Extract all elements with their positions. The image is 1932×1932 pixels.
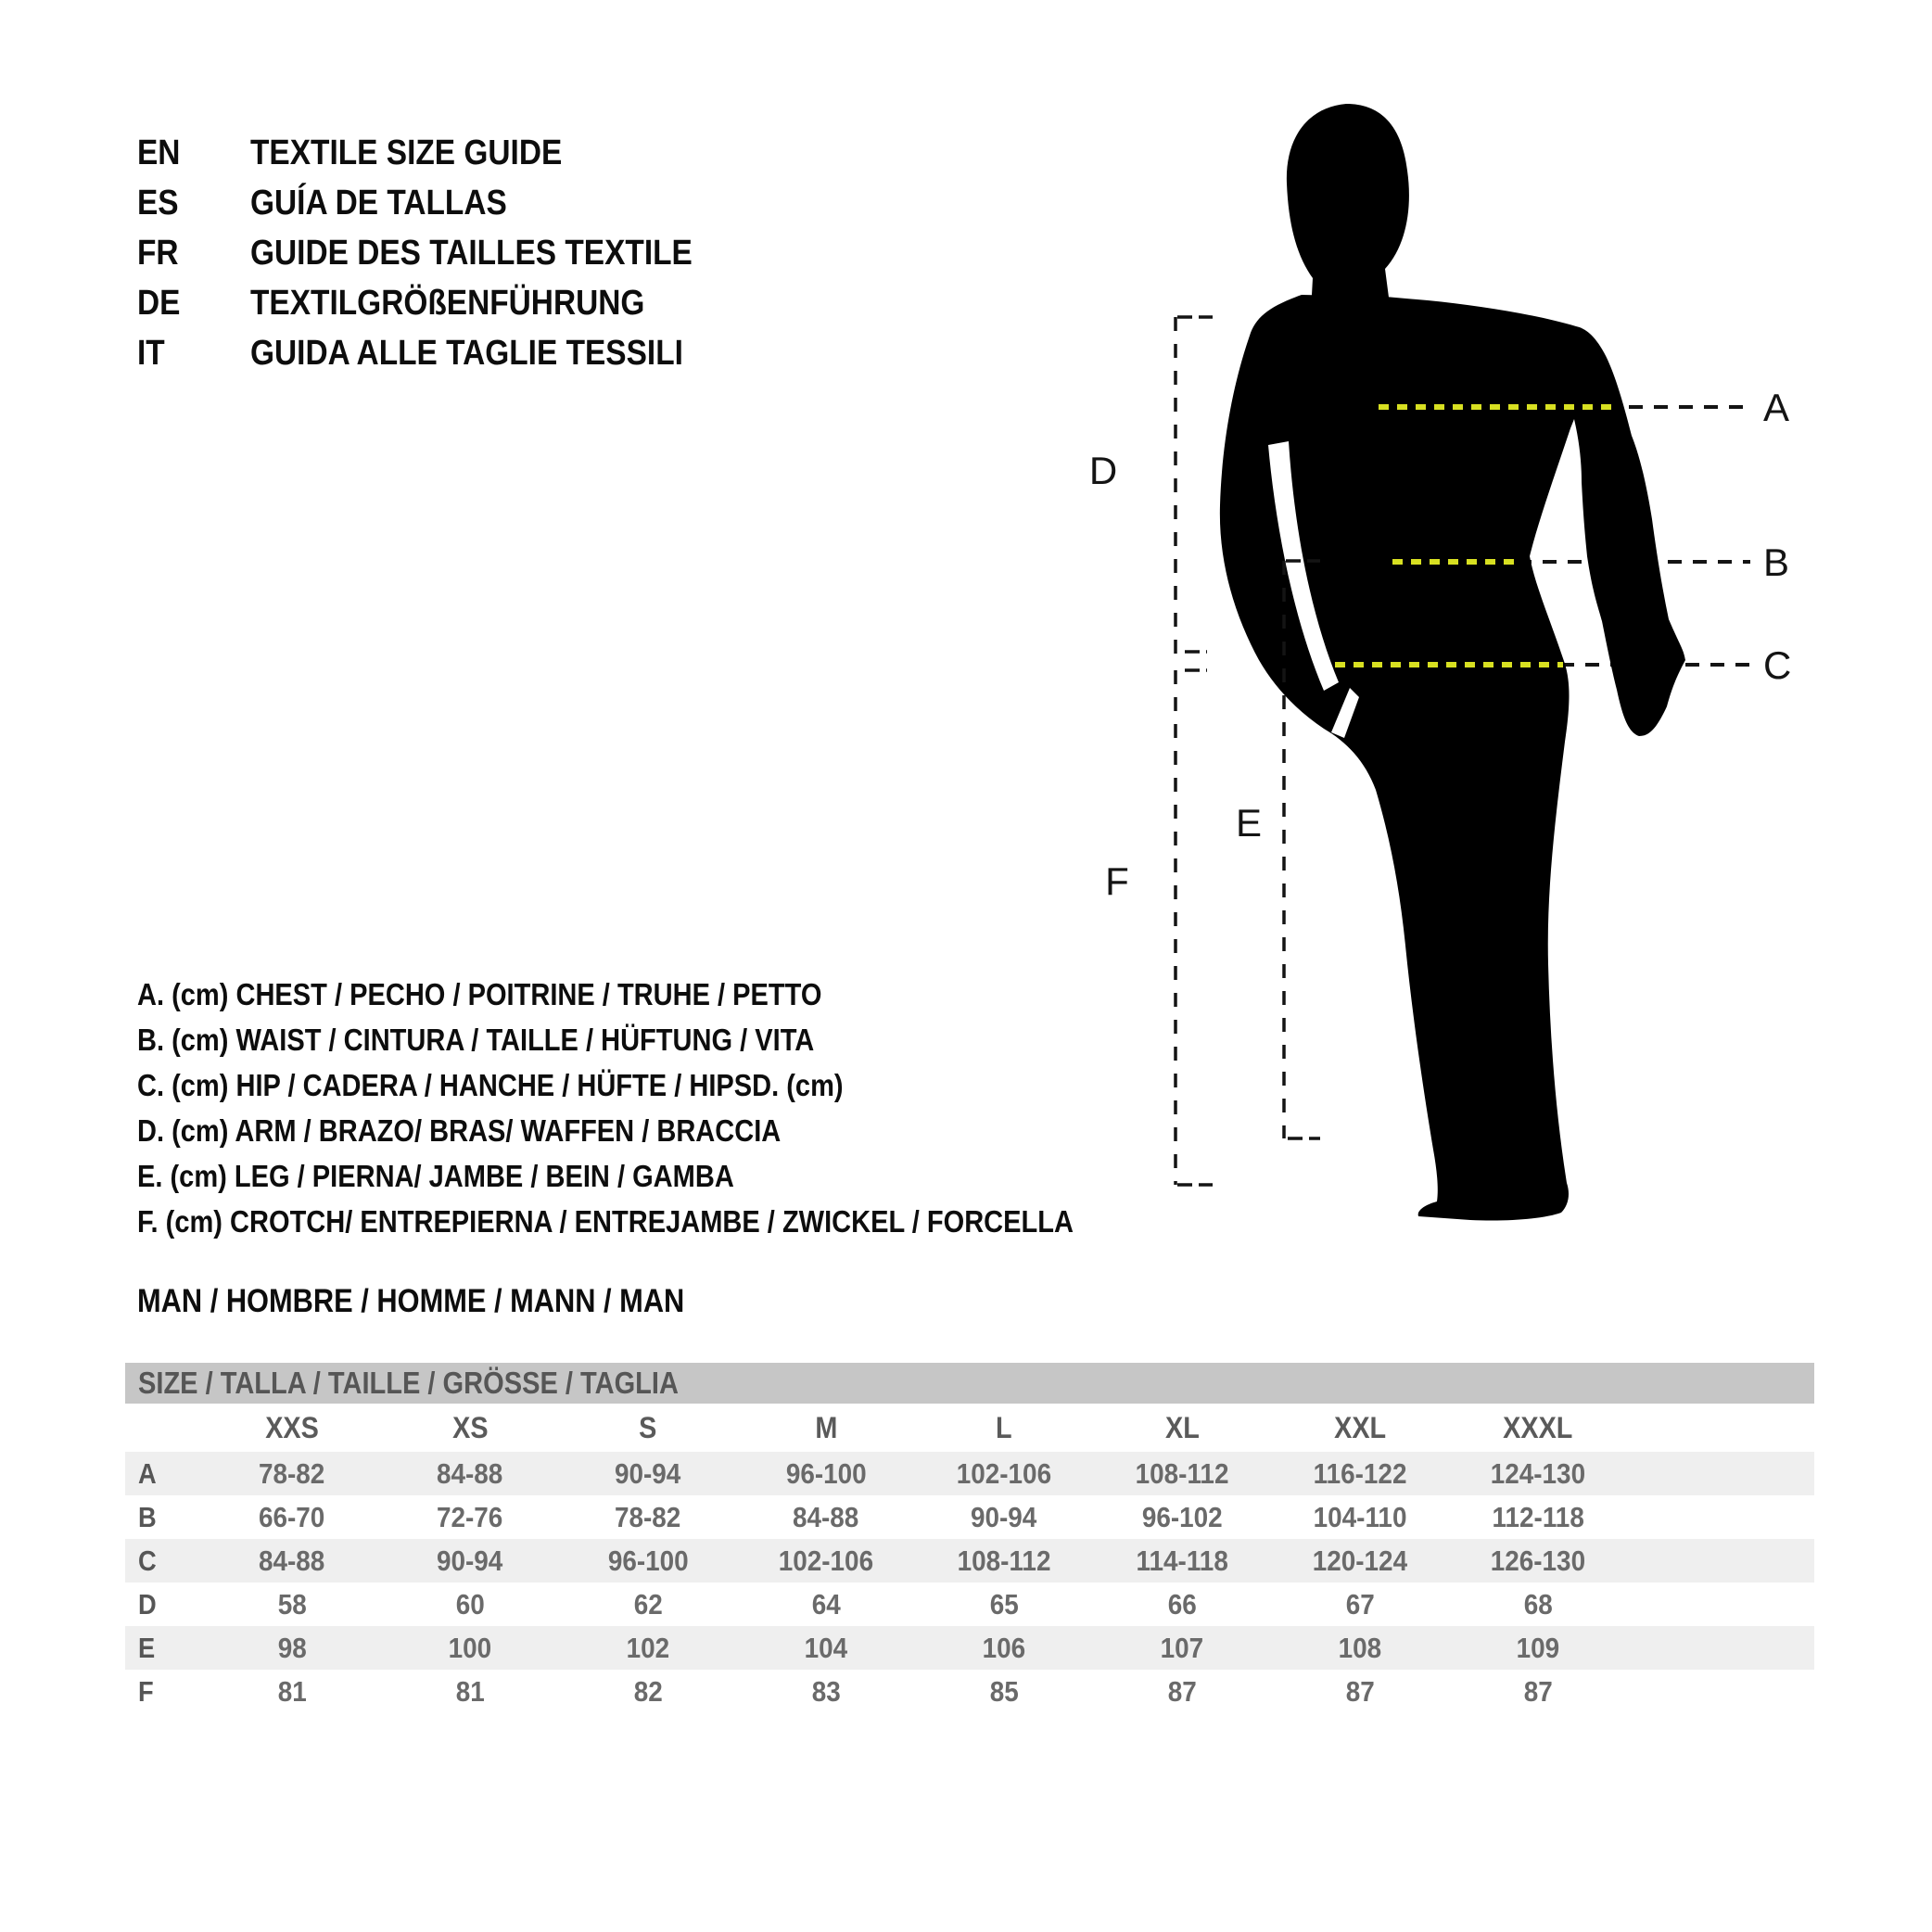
size-header-row [125, 1404, 1814, 1452]
value-cell: 106 [982, 1632, 1026, 1664]
value-cell: 87 [1345, 1675, 1375, 1708]
value-cell: 83 [811, 1675, 841, 1708]
legend-line [137, 1199, 1201, 1244]
language-title: GUIDA ALLE TAGLIE TESSILI [250, 334, 683, 373]
language-title: GUIDE DES TAILLES TEXTILE [250, 234, 693, 273]
legend-line [137, 1153, 1201, 1199]
row-label-cell: B [138, 1501, 157, 1533]
language-code: FR [137, 234, 179, 273]
row-label-cell: A [138, 1457, 157, 1490]
value-cell: 112-118 [1492, 1501, 1584, 1533]
value-cell: 60 [455, 1588, 485, 1621]
value-cell: 114-118 [1136, 1544, 1228, 1577]
language-title-row [137, 178, 753, 228]
measurement-legend [137, 972, 1201, 1244]
value-cell: 108-112 [1135, 1457, 1229, 1490]
value-cell: 102-106 [956, 1457, 1052, 1490]
table-body [125, 1452, 1814, 1713]
value-cell: 65 [989, 1588, 1019, 1621]
value-cell: 90-94 [971, 1501, 1037, 1533]
legend-text: A. (cm) CHEST / PECHO / POITRINE / TRUHE / PETTO [137, 977, 822, 1011]
row-label-cell: F [138, 1675, 154, 1708]
value-cell: 78-82 [259, 1457, 325, 1490]
size-header-cell: S [639, 1411, 657, 1444]
size-header-cell: M [815, 1411, 837, 1444]
legend-text: D. (cm) ARM / BRAZO/ BRAS/ WAFFEN / BRACCIA [137, 1113, 782, 1148]
language-title-row [137, 228, 753, 278]
value-cell: 100 [448, 1632, 492, 1664]
label-arm: D [1088, 449, 1118, 492]
size-header-cell: L [996, 1411, 1012, 1444]
language-title-list [137, 128, 753, 378]
value-cell: 72-76 [437, 1501, 503, 1533]
size-table [125, 1363, 1814, 1713]
legend-text: F. (cm) CROTCH/ ENTREPIERNA / ENTREJAMBE / ZWICKEL / FORCELLA [137, 1204, 1074, 1239]
value-cell: 104 [804, 1632, 848, 1664]
value-cell: 126-130 [1490, 1544, 1586, 1577]
language-title-row [137, 328, 753, 378]
label-leg: E [1235, 801, 1263, 845]
gender-line [137, 1283, 759, 1320]
language-title-row [137, 128, 753, 178]
value-cell: 81 [455, 1675, 485, 1708]
table-row [125, 1495, 1814, 1539]
legend-line [137, 1017, 1201, 1062]
language-title: TEXTILGRÖßENFÜHRUNG [250, 284, 645, 323]
value-cell: 107 [1160, 1632, 1204, 1664]
value-cell: 104-110 [1313, 1501, 1407, 1533]
table-row [125, 1626, 1814, 1670]
table-header-bar [125, 1363, 1814, 1404]
table-row [125, 1582, 1814, 1626]
value-cell: 120-124 [1312, 1544, 1408, 1577]
value-cell: 66 [1167, 1588, 1197, 1621]
table-row [125, 1539, 1814, 1582]
size-header-cell: XS [451, 1411, 489, 1444]
language-code: ES [137, 184, 179, 222]
gender-text: MAN / HOMBRE / HOMME / MANN / MAN [137, 1283, 685, 1319]
legend-text: E. (cm) LEG / PIERNA/ JAMBE / BEIN / GAMBA [137, 1159, 734, 1193]
value-cell: 108-112 [957, 1544, 1051, 1577]
value-cell: 85 [989, 1675, 1019, 1708]
value-cell: 90-94 [615, 1457, 681, 1490]
value-cell: 58 [277, 1588, 307, 1621]
value-cell: 90-94 [437, 1544, 503, 1577]
row-label-cell: E [138, 1632, 156, 1664]
value-cell: 66-70 [259, 1501, 325, 1533]
size-header-cell: XXXL [1503, 1411, 1573, 1444]
language-title: TEXTILE SIZE GUIDE [250, 133, 563, 172]
value-cell: 82 [633, 1675, 663, 1708]
legend-line [137, 972, 1201, 1017]
table-row [125, 1670, 1814, 1713]
value-cell: 87 [1167, 1675, 1197, 1708]
size-header-cell: XXL [1333, 1411, 1386, 1444]
label-chest: A [1763, 386, 1790, 429]
value-cell: 84-88 [259, 1544, 325, 1577]
value-cell: 84-88 [793, 1501, 859, 1533]
value-cell: 84-88 [437, 1457, 503, 1490]
value-cell: 78-82 [615, 1501, 681, 1533]
legend-line [137, 1108, 1201, 1153]
value-cell: 124-130 [1490, 1457, 1586, 1490]
table-header-text: SIZE / TALLA / TAILLE / GRÖSSE / TAGLIA [138, 1366, 679, 1400]
legend-text: B. (cm) WAIST / CINTURA / TAILLE / HÜFTUNG / VITA [137, 1023, 815, 1057]
language-code: IT [137, 334, 165, 373]
value-cell: 102 [626, 1632, 670, 1664]
language-code: DE [137, 284, 181, 323]
value-cell: 68 [1523, 1588, 1553, 1621]
row-label-cell: C [138, 1544, 157, 1577]
value-cell: 108 [1338, 1632, 1382, 1664]
size-header-cell: XXS [265, 1411, 319, 1444]
value-cell: 98 [277, 1632, 307, 1664]
value-cell: 96-100 [785, 1457, 867, 1490]
label-crotch: F [1105, 859, 1129, 903]
value-cell: 62 [633, 1588, 663, 1621]
language-title-row [137, 278, 753, 328]
value-cell: 87 [1523, 1675, 1553, 1708]
value-cell: 116-122 [1313, 1457, 1407, 1490]
legend-text: C. (cm) HIP / CADERA / HANCHE / HÜFTE / HIPSD. (cm) [137, 1068, 844, 1102]
corner-cell [125, 1404, 203, 1452]
value-cell: 81 [277, 1675, 307, 1708]
value-cell: 96-100 [607, 1544, 689, 1577]
row-label-cell: D [138, 1588, 157, 1621]
table-row [125, 1452, 1814, 1495]
value-cell: 109 [1516, 1632, 1560, 1664]
value-cell: 64 [811, 1588, 841, 1621]
value-cell: 67 [1345, 1588, 1375, 1621]
label-waist: B [1763, 540, 1790, 584]
value-cell: 102-106 [778, 1544, 874, 1577]
language-code: EN [137, 133, 181, 172]
legend-line [137, 1062, 1201, 1108]
label-hip: C [1763, 643, 1792, 687]
language-title: GUÍA DE TALLAS [250, 184, 507, 222]
value-cell: 96-102 [1141, 1501, 1223, 1533]
size-header-cell: XL [1164, 1411, 1200, 1444]
